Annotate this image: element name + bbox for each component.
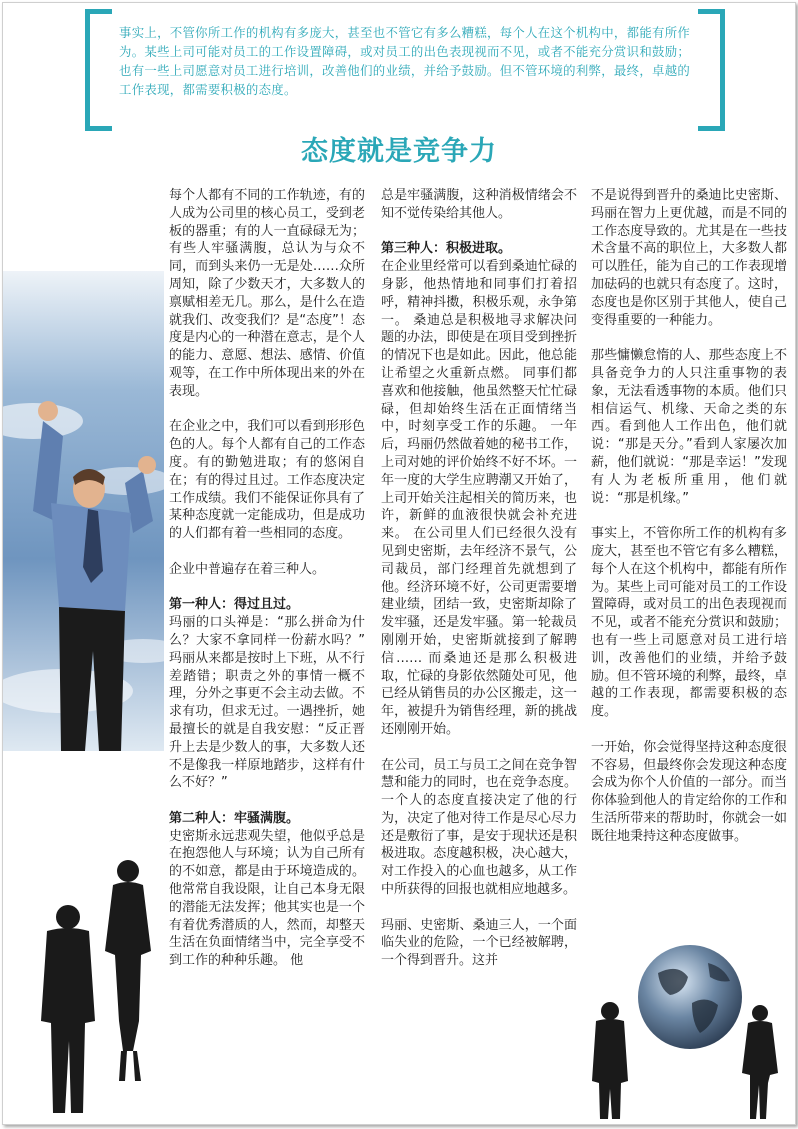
globe-and-people-illustration: [588, 933, 793, 1121]
globe-icon: [638, 945, 742, 1049]
column3-paragraph-1: 不是说得到晋升的桑迪比史密斯、玛丽在智力上更优越，而是不同的工作态度导致的。尤其是在一些技术含量不高的职位上，大多数人都可以胜任，能为自己的工作表现增加砝码的也就只有态度了。这时，态度也是你区别于其他人，使自己变得重要的一种能力。: [591, 188, 787, 328]
intro-quote-box: [85, 9, 725, 121]
column2-paragraph-4: 玛丽、史密斯、桑迪三人，一个面临失业的危险，一个已经被解聘，一个得到晋升。这并: [381, 917, 577, 969]
column1-paragraph-1: 每个人都有不同的工作轨迹，有的人成为公司里的核心员工，受到老板的器重；有的人一直碌碌无为；有些人牢骚满腹，总认为与众不同，而到头来仍一无是处……众所周知，除了少数天才，大多数人的禀赋相差无几。那么，是什么在造就我们、改变我们？是“态度”！态度是内心的一种潜在意志，是个人的能力、意愿、想法、感情、价值观等，在工作中所体现出来的外在表现。: [169, 188, 365, 399]
column3-paragraph-3: 事实上，不管你所工作的机构有多庞大，甚至也不管它有多么糟糕，每个人在这个机构中，都能有所作为。某些上司可能对员工的工作设置障碍，或对员工的出色表现视而不见，或者不能充分赏识和鼓励；也有一些上司愿意对员工进行培训，改善他们的业绩，并给予鼓励。但不管环境的利弊，最终，卓越的工作表现，都需要积极的态度。: [591, 526, 787, 720]
column1-paragraph-3: 企业中普遍存在着三种人。: [169, 561, 326, 577]
article-column-1: [169, 187, 365, 970]
column3-paragraph-4: 一开始，你会觉得坚持这种态度很不容易，但最终你会发现这种态度会成为你个人价值的一部分。而当你体验到他人的肯定给你的工作和生活所带来的帮助时，你就会一如既往地秉持这种态度做事。: [591, 739, 787, 844]
section-heading-type-3: 第三种人：积极进取。: [381, 241, 512, 257]
intro-quote-text: 事实上，不管你所工作的机构有多庞大，甚至也不管它有多么糟糕，每个人在这个机构中，都能有所作为。某些上司可能对员工的工作设置障碍，或对员工的出色表现视而不见，或者不能充分赏识和鼓励；也有一些上司愿意对员工进行培训，改善他们的业绩，并给予鼓励。但不管环境的利弊，最终，卓越的工作表现，都需要积极的态度。: [119, 25, 691, 97]
section-heading-type-2: 第二种人：牢骚满腹。: [169, 810, 300, 826]
right-bracket-decoration: [698, 9, 725, 131]
cheering-businessman-illustration: [3, 271, 164, 751]
column1-paragraph-5: 史密斯永远悲观失望，他似乎总是在抱怨他人与环境；认为自己所有的不如意，都是由于环境造成的。 他常常自我设限，让自己本身无限的潜能无法发挥；他其实也是一个有着优秀潜质的人，然而，却整天生活在负面情绪当中，完全享受不到工作的种种乐趣。 他: [169, 828, 365, 969]
column3-paragraph-2: 那些慵懒怠惰的人、那些态度上不具备竞争力的人只注重事物的表象，无法看透事物的本质。他们只相信运气、机缘、天命之类的东西。看到他人工作出色，他们就说：“那是天分。”看到人家屡次加薪，他们就说：“那是幸运！”发现有人为老板所重用，他们就说：“那是机缘。”: [591, 348, 787, 506]
column2-paragraph-2: 在企业里经常可以看到桑迪忙碌的身影，他热情地和同事们打着招呼，精神抖擞，积极乐观，永争第一。 桑迪总是积极地寻求解决问题的办法，即使是在项目受到挫折的情况下也是如此。因此，他总能让希望之火重新点燃。 同事们都喜欢和他接触，他虽然整天忙忙碌碌，但却始终生活在正面情绪当中，时刻享受工作的乐趣。 一年后，玛丽仍然做着她的秘书工作，上司对她的评价始终不好不坏。一年一度的大学生应聘潮又开始了，上司开始关注起相关的简历来，也许，新鲜的血液很快就会补充进来。 在公司里人们已经很久没有见到史密斯，去年经济不景气，公司裁员，部门经理首先就想到了他。经济环境不好，公司更需要增建业绩，团结一致，史密斯却除了发牢骚，还是发牢骚。第一轮裁员刚刚开始，史密斯就接到了解聘信…… 而桑迪还是那么积极进取，忙碌的身影依然随处可见，他已经从销售员的办公区搬走，这一年，被提升为销售经理，新的挑战还刚刚开始。: [381, 259, 577, 737]
column2-paragraph-3: 在公司，员工与员工之间在竞争智慧和能力的同时，也在竞争态度。一个人的态度直接决定了他的行为，决定了他对待工作是尽心尽力还是敷衍了事，是安于现状还是积极进取。态度越积极，决心越大，对工作投入的心血也越多，从工作中所获得的回报也就相应地越多。: [381, 757, 577, 898]
left-bracket-decoration: [85, 9, 112, 131]
article-column-3: [591, 187, 787, 845]
column2-paragraph-1: 总是牢骚满腹，这种消极情绪会不知不觉传染给其他人。: [381, 188, 577, 221]
column1-paragraph-4: 玛丽的口头禅是：“那么拼命为什么？大家不拿同样一份薪水吗？” 玛丽从来都是按时上下班，从不行差踏错；职责之外的事情一概不理，分外之事更不会主动去做。不求有功，但求无过。一遇挫折，她最擅长的就是自我安慰：“反正晋升上去是少数人的事，大多数人还不是像我一样原地踏步，这样有什么不好？”: [169, 615, 365, 791]
article-column-2: [381, 187, 577, 970]
cheering-businessman-photo: [3, 271, 164, 751]
column1-paragraph-2: 在企业之中，我们可以看到形形色色的人。每个人都有自己的工作态度。有的勤勉进取；有的悠闲自在；有的得过且过。工作态度决定工作成绩。我们不能保证你具有了某种态度就一定能成功，但是成功的人们都有着一些相同的态度。: [169, 419, 365, 542]
section-heading-type-1: 第一种人：得过且过。: [169, 597, 300, 613]
business-people-silhouettes: [33, 851, 163, 1121]
magazine-page: [2, 2, 796, 1125]
article-title: 态度就是竞争力: [301, 136, 497, 167]
